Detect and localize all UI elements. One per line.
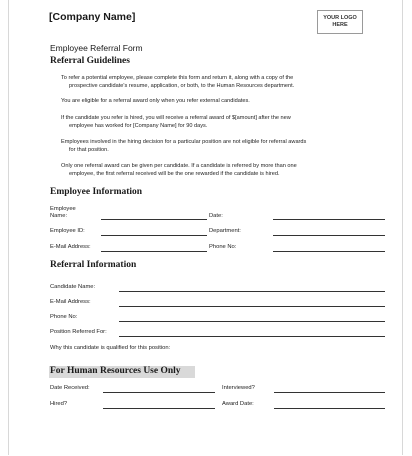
employee-phone-label: Phone No: [209, 244, 237, 250]
employee-name-label [50, 206, 76, 220]
date-label: Date: [209, 213, 223, 219]
award-date-field[interactable] [274, 408, 385, 409]
guideline-3-line-2: employee has worked for [Company Name] for 90 days. [69, 122, 208, 129]
logo-text-line2: HERE [332, 22, 348, 28]
document-page [8, 0, 403, 455]
employee-name-label-line1: Employee [50, 206, 76, 212]
candidate-phone-label: Phone No: [50, 314, 78, 320]
department-label: Department: [209, 228, 241, 234]
guideline-paragraph-3 [61, 115, 391, 130]
employee-email-label: E-Mail Address: [50, 244, 91, 250]
employee-id-field[interactable] [101, 235, 207, 236]
guideline-1-line-1: To refer a potential employee, please complete this form and return it, along with a copy of the [61, 75, 294, 81]
guideline-paragraph-5 [61, 163, 391, 178]
interviewed-label: Interviewed? [222, 385, 255, 391]
date-received-field[interactable] [103, 392, 215, 393]
guidelines-heading: Referral Guidelines [50, 56, 130, 66]
department-field[interactable] [273, 235, 385, 236]
hr-use-heading: For Human Resources Use Only [50, 366, 181, 376]
guideline-paragraph-4 [61, 139, 391, 154]
guideline-paragraph-2 [61, 98, 391, 106]
guideline-5-line-1: Only one referral award can be given per candidate. If a candidate is referred by more than one [61, 163, 297, 169]
guideline-1-line-2: prospective candidate's resume, application, or both, to the Human Resources department. [69, 82, 295, 89]
guideline-5-line-2: employee, the first referral received will be the one rewarded if the candidate is hired. [69, 170, 280, 177]
employee-id-label: Employee ID: [50, 228, 85, 234]
company-name: [Company Name] [49, 11, 136, 23]
position-label: Position Referred For: [50, 329, 107, 335]
interviewed-field[interactable] [274, 392, 385, 393]
employee-name-field[interactable] [101, 219, 207, 220]
date-field[interactable] [273, 219, 385, 220]
hired-field[interactable] [103, 408, 215, 409]
award-date-label: Award Date: [222, 401, 254, 407]
guideline-paragraph-1 [61, 75, 391, 90]
position-field[interactable] [119, 336, 385, 337]
employee-phone-field[interactable] [273, 251, 385, 252]
referral-info-heading: Referral Information [50, 260, 137, 270]
employee-name-label-line2: Name: [50, 213, 68, 219]
logo-text-line1: YOUR LOGO [323, 15, 357, 21]
candidate-name-field[interactable] [119, 291, 385, 292]
qualification-label: Why this candidate is qualified for this position: [50, 345, 171, 351]
candidate-name-label: Candidate Name: [50, 284, 96, 290]
guideline-4-line-2: for that position. [69, 146, 109, 153]
guideline-2-line-1: You are eligible for a referral award only when you refer external candidates. [61, 98, 250, 104]
logo-placeholder [317, 10, 363, 34]
employee-email-field[interactable] [101, 251, 207, 252]
guideline-4-line-1: Employees involved in the hiring decision for a particular position are not eligible for referral awards [61, 139, 307, 145]
hired-label: Hired? [50, 401, 68, 407]
candidate-email-label: E-Mail Address: [50, 299, 91, 305]
candidate-email-field[interactable] [119, 306, 385, 307]
candidate-phone-field[interactable] [119, 321, 385, 322]
employee-info-heading: Employee Information [50, 187, 143, 197]
form-title: Employee Referral Form [50, 43, 143, 53]
date-received-label: Date Received: [50, 385, 90, 391]
guideline-3-line-1: If the candidate you refer is hired, you will receive a referral award of $[amount] after the new [61, 115, 291, 121]
